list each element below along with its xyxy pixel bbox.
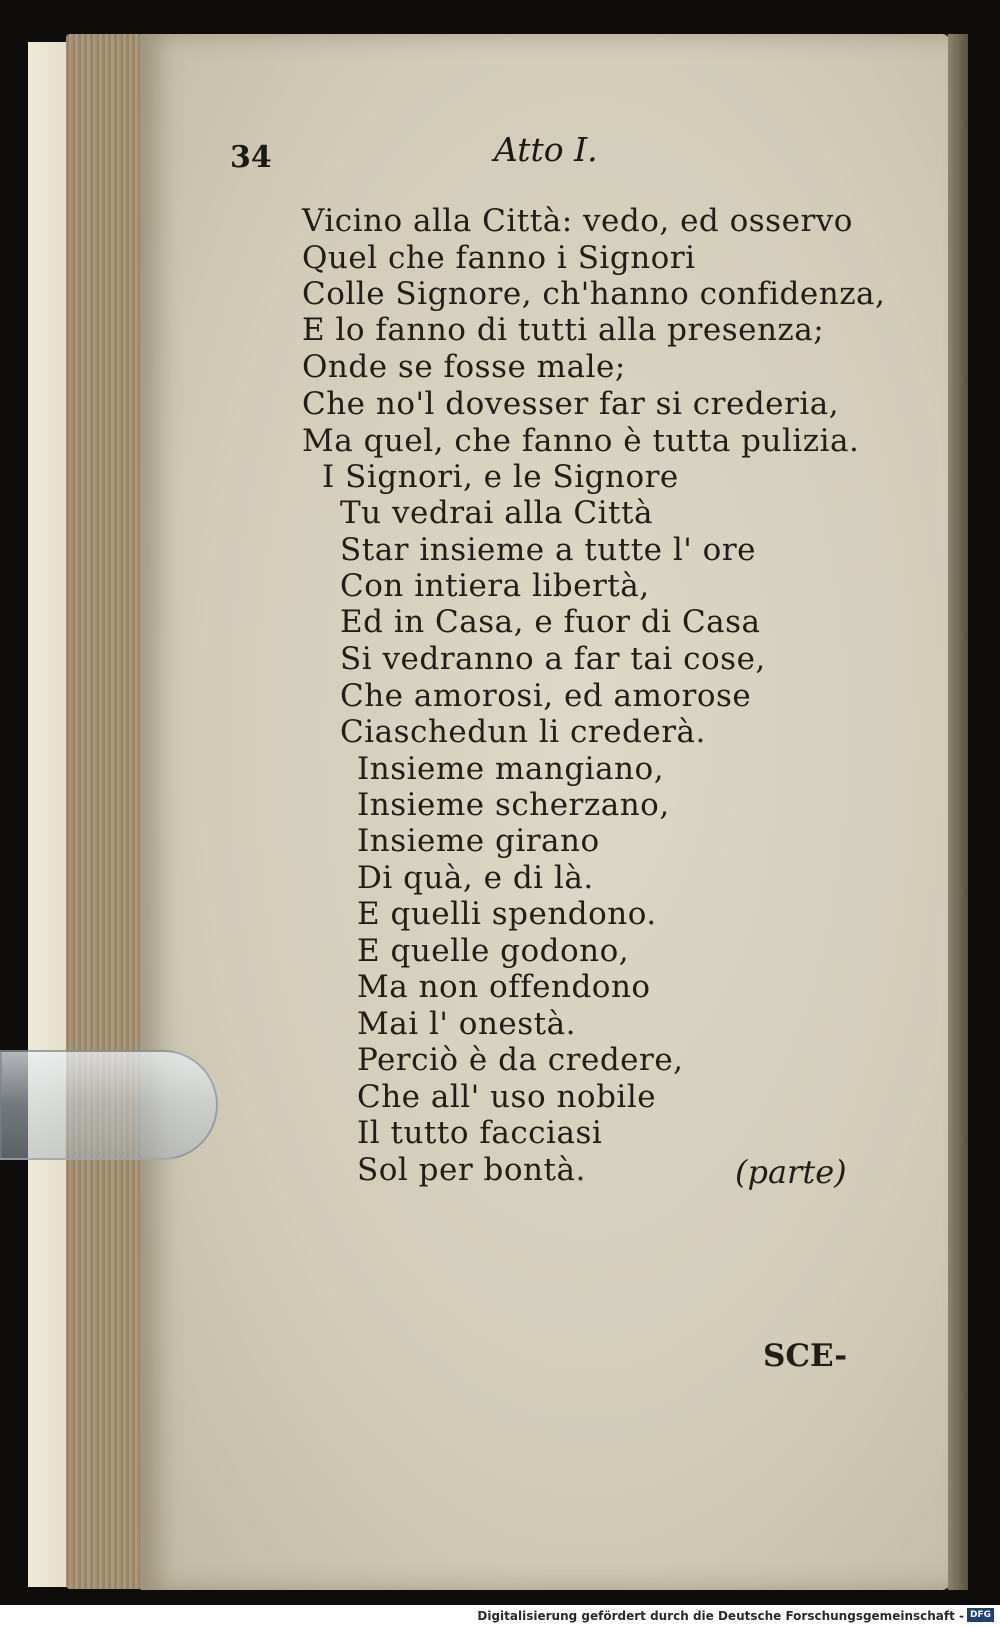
- verse-line: Colle Signore, ch'hanno confidenza,: [302, 276, 886, 312]
- verse-line: Ed in Casa, e fuor di Casa: [340, 604, 761, 640]
- verse-line: Si vedranno a far tai cose,: [340, 641, 766, 677]
- catchword: SCE-: [763, 1338, 848, 1374]
- verse-line: Vicino alla Città: vedo, ed osservo: [302, 203, 853, 239]
- verse-line: E lo fanno di tutti alla presenza;: [302, 312, 825, 348]
- page-edges: [66, 34, 148, 1589]
- verse-line: Che amorosi, ed amorose: [340, 678, 752, 714]
- verse-line: Che no'l dovesser far si crederia,: [302, 386, 840, 422]
- facing-page-edge: [948, 34, 968, 1590]
- verse-line: Perciò è da credere,: [357, 1042, 684, 1078]
- verse-line: Che all' uso nobile: [357, 1079, 657, 1115]
- verse-line: Star insieme a tutte l' ore: [340, 532, 756, 568]
- running-title: Atto I.: [494, 130, 598, 169]
- verse-line: Ma non offendono: [357, 969, 651, 1005]
- verse-line: Insieme girano: [357, 823, 600, 859]
- verse-line: I Signori, e le Signore: [322, 459, 679, 495]
- page-holder-clip: [0, 1050, 218, 1160]
- verse-line: Ciaschedun li crederà.: [340, 714, 706, 750]
- verse-line: Il tutto facciasi: [357, 1115, 603, 1151]
- verse-line: Sol per bontà.: [357, 1152, 586, 1188]
- digitization-credit: Digitalisierung gefördert durch die Deutsche Forschungsgemeinschaft -: [477, 1609, 964, 1623]
- verse-line: E quelle godono,: [357, 933, 630, 969]
- verse-line: Di quà, e di là.: [357, 860, 594, 896]
- verse-line: Insieme mangiano,: [357, 751, 665, 787]
- verse-line: Tu vedrai alla Città: [340, 495, 653, 531]
- verse-line: Mai l' onestà.: [357, 1006, 576, 1042]
- verse-line: E quelli spendono.: [357, 896, 657, 932]
- verse-line: Onde se fosse male;: [302, 349, 626, 385]
- stage-direction: (parte): [735, 1153, 847, 1191]
- dfg-logo: DFG: [967, 1608, 994, 1622]
- verse-line: Ma quel, che fanno è tutta pulizia.: [302, 423, 860, 459]
- page-number: 34: [230, 140, 272, 175]
- verse-line: Quel che fanno i Signori: [302, 240, 696, 276]
- verse-line: Insieme scherzano,: [357, 787, 670, 823]
- verse-line: Con intiera libertà,: [340, 568, 650, 604]
